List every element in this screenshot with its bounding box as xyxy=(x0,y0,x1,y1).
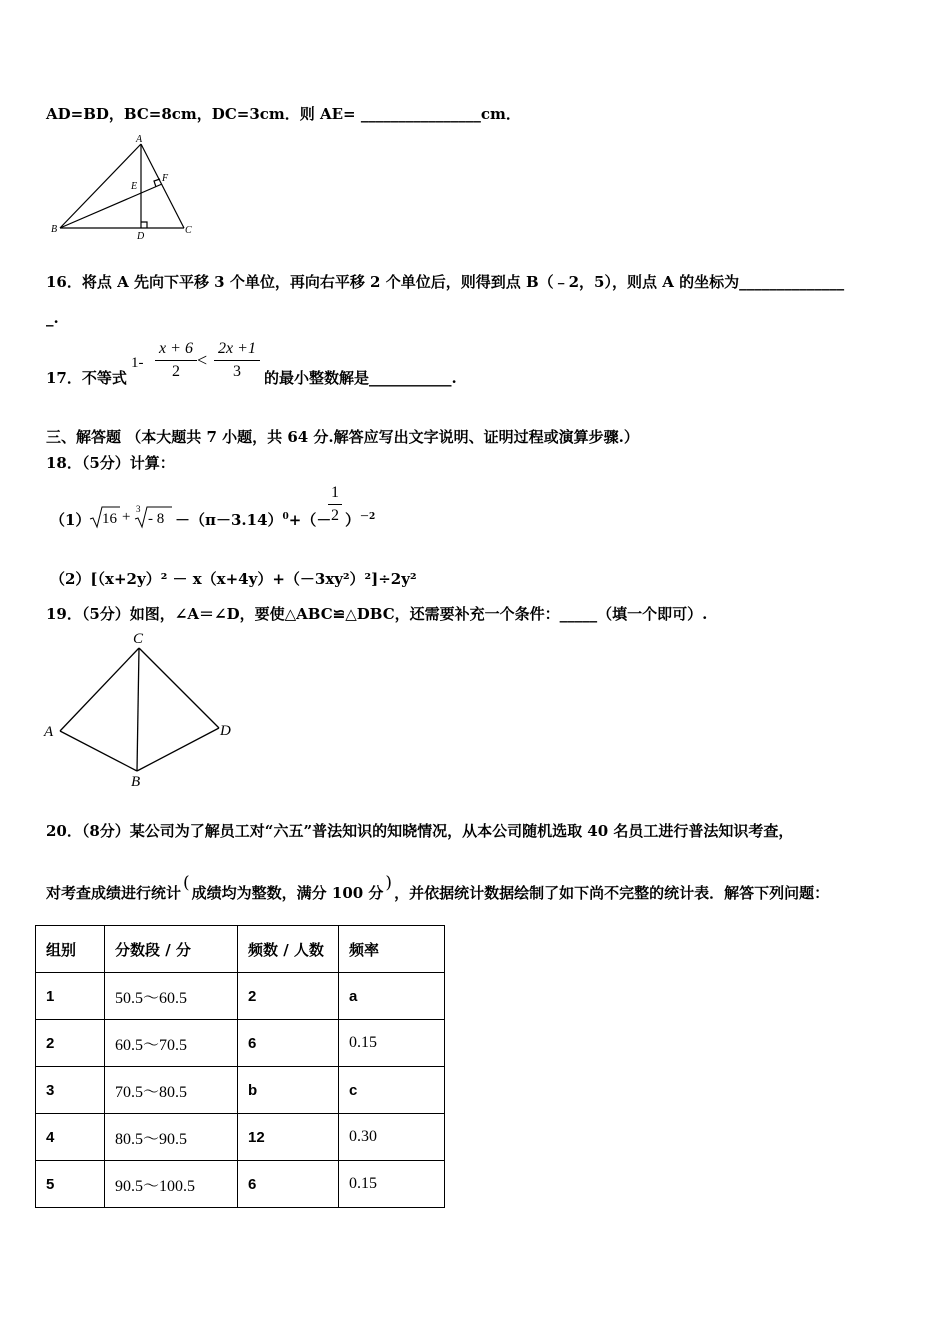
q20-line2-b: 成绩均为整数，满分 100 分 xyxy=(191,884,384,902)
q17-lhs-const: 1- xyxy=(131,355,144,371)
q17-suffix-line xyxy=(264,367,457,388)
q18-cbrt-radical xyxy=(133,502,173,530)
table-cell: 5 xyxy=(36,1161,105,1208)
table-cell: 60.5～70.5 xyxy=(105,1020,238,1067)
q19-label-c: C xyxy=(133,631,144,647)
q18-p1-close-paren: ） xyxy=(345,511,361,529)
table-cell: 6 xyxy=(238,1161,339,1208)
q18-frac-den: 2 xyxy=(331,507,339,524)
table-row xyxy=(36,1067,445,1114)
q20-paren-close: ) xyxy=(385,873,393,893)
q19-label-a: A xyxy=(44,724,54,740)
q18-part1 xyxy=(50,509,90,530)
q17-frac2 xyxy=(214,340,260,381)
table-header-cell: 频率 xyxy=(339,926,445,973)
q17-frac2-num: 2x +1 xyxy=(218,340,256,357)
q18-rad2: - 8 xyxy=(148,511,165,527)
q20-line1: 20．（8分）某公司为了解员工对“六五”普法知识的知晓情况，从本公司随机选取 40 名员工进行普法知识考查， xyxy=(46,822,794,840)
table-cell: 0.30 xyxy=(339,1114,445,1161)
q20-line2 xyxy=(46,873,830,903)
q18-plus: + xyxy=(122,509,131,525)
q18-p1-exp2: －2 xyxy=(360,512,376,522)
q19-kite-figure xyxy=(42,628,242,790)
table-header-cell: 组别 xyxy=(36,926,105,973)
q15-line xyxy=(46,103,521,124)
q20-line2-a: 对考查成绩进行统计 xyxy=(46,884,182,902)
table-cell: 0.15 xyxy=(339,1020,445,1067)
q18-rad1: 16 xyxy=(102,511,117,527)
q15-label-e: E xyxy=(131,181,138,192)
q17-frac1-den: 2 xyxy=(172,363,180,380)
q17-frac2-den: 3 xyxy=(233,363,241,380)
table-cell: 4 xyxy=(36,1114,105,1161)
q20-paren-open: ( xyxy=(183,873,190,893)
q19-label-d: D xyxy=(220,723,231,739)
q18-head: 18．（5分）计算： xyxy=(46,454,175,472)
q15-label-d: D xyxy=(137,231,145,242)
q17-end: . xyxy=(451,369,457,387)
q17-less-than: < xyxy=(197,350,208,370)
table-cell: 70.5～80.5 xyxy=(105,1067,238,1114)
table-cell: 80.5～90.5 xyxy=(105,1114,238,1161)
table-cell: a xyxy=(339,973,445,1020)
q17-frac1-num: x + 6 xyxy=(159,340,193,357)
q19-label-b: B xyxy=(131,774,141,790)
table-header-cell: 频数 / 人数 xyxy=(238,926,339,973)
q20-frequency-table xyxy=(35,925,445,1208)
q15-text: AD=BD，BC=8cm，DC=3cm．则 AE= xyxy=(46,105,356,123)
table-row xyxy=(36,973,445,1020)
table-row xyxy=(36,1161,445,1208)
table-cell: 2 xyxy=(36,1020,105,1067)
q18-p1-rest-text: －（π－3.14） xyxy=(175,511,283,529)
q17-blank[interactable]: ___________ xyxy=(369,369,452,387)
table-header-cell: 分数段 / 分 xyxy=(105,926,238,973)
table-row xyxy=(36,1114,445,1161)
q17-prefix: 17．不等式 xyxy=(46,369,127,387)
q17-frac1 xyxy=(155,340,197,381)
q18-p1-plus2: +（－ xyxy=(288,511,332,529)
q18-p1-label: （1） xyxy=(50,511,91,529)
q19-text: 19．（5分）如图，∠A＝∠D，要使△ABC≌△DBC，还需要补充一个条件：_____（填一个即可）. xyxy=(46,605,708,623)
q15-label-a: A xyxy=(136,134,143,145)
table-cell: 2 xyxy=(238,973,339,1020)
table-cell: 50.5～60.5 xyxy=(105,973,238,1020)
q15-blank[interactable]: ________________ xyxy=(360,105,481,123)
table-row xyxy=(36,1020,445,1067)
q18-part2: （2）[（x+2y）² － x（x+4y）+（－3xy²）²]÷2y² xyxy=(50,570,417,588)
table-cell: 0.15 xyxy=(339,1161,445,1208)
table-cell: 12 xyxy=(238,1114,339,1161)
q15-unit: cm． xyxy=(480,105,521,123)
q18-p1-rest xyxy=(175,509,331,530)
q18-root-index: 3 xyxy=(136,504,141,514)
q16-line2: _. xyxy=(46,309,59,327)
q15-triangle-figure xyxy=(48,132,198,242)
q18-frac-half xyxy=(328,484,342,525)
q17-suffix: 的最小整数解是 xyxy=(264,369,370,387)
q16-blank[interactable]: ______________ xyxy=(739,273,845,291)
table-cell: 1 xyxy=(36,973,105,1020)
q16-text: 16．将点 A 先向下平移 3 个单位，再向右平移 2 个单位后，则得到点 B（﹣2，5），则点 A 的坐标为 xyxy=(46,273,740,291)
q20-line2-c: ，并依据统计数据绘制了如下尚不完整的统计表．解答下列问题： xyxy=(394,884,830,902)
q15-label-b: B xyxy=(51,224,58,235)
q15-label-f: F xyxy=(162,173,169,184)
q16-line1 xyxy=(46,271,844,292)
table-header-row xyxy=(36,926,445,973)
q18-p1-exp0: 0 xyxy=(282,512,289,522)
table-cell: 3 xyxy=(36,1067,105,1114)
q18-p1-close xyxy=(345,509,375,530)
table-cell: 90.5～100.5 xyxy=(105,1161,238,1208)
q18-frac-num: 1 xyxy=(331,484,339,501)
table-cell: c xyxy=(339,1067,445,1114)
table-cell: b xyxy=(238,1067,339,1114)
q15-label-c: C xyxy=(185,225,192,236)
q18-sqrt16-radical xyxy=(89,504,121,530)
section3-title: 三、解答题 （本大题共 7 小题，共 64 分.解答应写出文字说明、证明过程或演算步骤.） xyxy=(46,428,639,446)
table-cell: 6 xyxy=(238,1020,339,1067)
